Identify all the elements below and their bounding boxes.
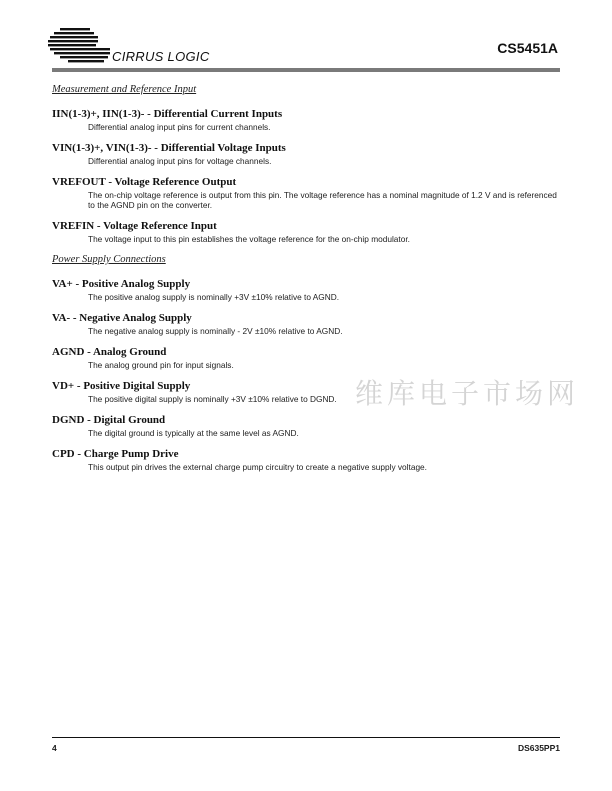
pin-title: VIN(1-3)+, VIN(1-3)- - Differential Voltage Inputs [52,142,286,154]
pin-description: Differential analog input pins for current channels. [88,122,271,132]
pin-entry [52,413,560,438]
pin-description: This output pin drives the external charge pump circuitry to create a negative supply voltage. [88,462,427,472]
pin-title: VREFIN - Voltage Reference Input [52,220,217,232]
pin-description: The analog ground pin for input signals. [88,360,234,370]
pin-entry [52,141,560,166]
footer-rule [52,737,560,738]
header-rule [52,68,560,72]
cirrus-logic-logo [46,26,246,66]
pin-description-content [52,84,560,481]
pin-title: VA+ - Positive Analog Supply [52,278,191,290]
pin-title: DGND - Digital Ground [52,414,166,426]
pin-description: The positive digital supply is nominally +3V ±10% relative to DGND. [88,394,337,404]
page-header [0,0,612,80]
logo-swoosh-icon [46,26,116,66]
pin-entry [52,447,560,472]
section-heading: Power Supply Connections [52,254,166,265]
pin-description: Differential analog input pins for voltage channels. [88,156,272,166]
pin-description: The negative analog supply is nominally - 2V ±10% relative to AGND. [88,326,343,336]
pin-entry [52,345,560,370]
pin-title: IIN(1-3)+, IIN(1-3)- - Differential Current Inputs [52,108,283,120]
part-number: CS5451A [497,40,558,56]
logo-wordmark: CIRRUS LOGIC [112,49,210,64]
pin-title: VREFOUT - Voltage Reference Output [52,176,237,188]
pin-entry [52,219,560,244]
pin-entry [52,175,560,210]
pin-title: VA- - Negative Analog Supply [52,312,192,324]
pin-entry [52,311,560,336]
section-power-supply [52,254,560,472]
document-id: DS635PP1 [517,743,560,753]
pin-entry [52,107,560,132]
pin-title: AGND - Analog Ground [52,346,167,358]
pin-description: The digital ground is typically at the same level as AGND. [88,428,299,438]
pin-description: The positive analog supply is nominally +3V ±10% relative to AGND. [88,292,340,302]
page-number: 4 [52,743,57,753]
section-heading: Measurement and Reference Input [52,84,197,95]
pin-title: VD+ - Positive Digital Supply [52,380,191,392]
pin-entry [52,277,560,302]
pin-title: CPD - Charge Pump Drive [52,448,179,460]
section-measurement-reference [52,84,560,244]
watermark: 维库电子市场网 [355,377,580,410]
pin-description: The voltage input to this pin establishes the voltage reference for the on-chip modulator. [88,234,410,244]
pin-description: The on-chip voltage reference is output from this pin. The voltage reference has a nominal magnitude of 1.2 V and is referenced to the AGND pin on the converter. [88,190,557,210]
